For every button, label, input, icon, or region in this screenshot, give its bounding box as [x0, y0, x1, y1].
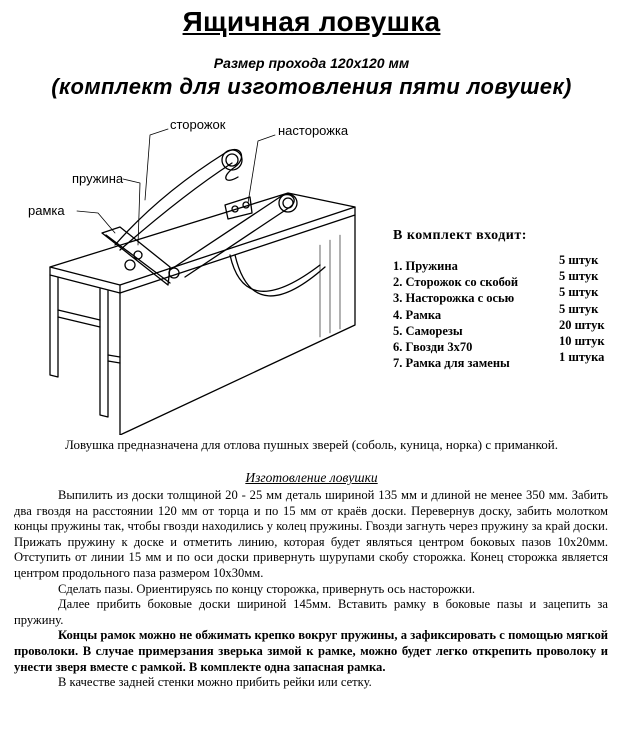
section-title: Изготовление ловушки — [245, 470, 378, 485]
instructions — [14, 488, 608, 691]
passage-size: Размер прохода 120х120 мм — [213, 55, 410, 71]
contents-item — [393, 350, 613, 371]
label-pruzhina: пружина — [72, 171, 124, 186]
label-nastorozhka: насторожка — [278, 123, 349, 138]
item-name: 7. Рамка для замены — [393, 356, 510, 371]
item-qty: 5 штук — [559, 301, 599, 316]
item-name: 1. Пружина — [393, 259, 458, 273]
page-title: Ящичная ловушка — [182, 6, 441, 37]
item-name: 4. Рамка — [393, 307, 442, 322]
contents-list — [393, 253, 613, 371]
label-storozhok: сторожок — [170, 117, 226, 132]
purpose-text: Ловушка предназначена для отлова пушных зверей (соболь, куница, норка) с приманкой. — [64, 437, 559, 452]
box-left-leg — [50, 275, 58, 377]
box-front-edge — [50, 267, 120, 293]
item-name: 3. Насторожка с осью — [393, 291, 515, 306]
item-qty: 5 штук — [559, 253, 599, 267]
item-name: 6. Гвозди 3х70 — [393, 339, 473, 354]
item-qty: 1 штука — [559, 350, 605, 365]
paragraph: Выпилить из доски толщиной 20 - 25 мм деталь шириной 135 мм и длиной не менее 350 мм. Забить два гвоздя на расстоянии 120 мм от торца и по 15 мм от краёв доски. Перевернув доску, забить молотком концы пружины так, чтобы гвозди находились у колец пружины. Гвозди загнуть через пружину за край доски. Прижать пружину к доске и отметить линию, которая будет являться центром боковых пазов 10х20мм. Отступить от линии 15 мм и по оси доски привернуть шурупами скобу сторожка. Конец сторожка является центром продольного паза размером 10х30мм. — [14, 488, 608, 580]
box-top — [50, 193, 355, 285]
item-name: 2. Сторожок со скобой — [393, 275, 519, 290]
item-name: 5. Саморезы — [393, 323, 463, 338]
item-qty: 10 штук — [559, 333, 605, 348]
contents-heading: В комплект входит: — [393, 228, 527, 243]
label-ramka: рамка — [28, 203, 65, 218]
item-qty: 5 штук — [559, 269, 599, 284]
paragraph: В качестве задней стенки можно прибить рейки или сетку. — [58, 675, 372, 690]
item-qty: 20 штук — [559, 317, 605, 332]
paragraph-bold: Концы рамок можно не обжимать крепко вокруг пружины, а зафиксировать с помощью мягкой проволоки. В случае примерзания зверька зимой к рамке, можно будет легко открепить проволоку и унести зверя вместе с рамкой. В комплекте одна запасная рамка. — [14, 628, 608, 674]
paragraph: Далее прибить боковые доски шириной 145мм. Вставить рамку в боковые пазы и зацепить за пружину. — [14, 597, 608, 627]
kit-note: (комплект для изготовления пяти ловушек) — [51, 74, 572, 99]
item-qty: 5 штук — [559, 285, 599, 300]
trap-drawing — [20, 105, 390, 435]
paragraph: Сделать пазы. Ориентируясь по концу сторожка, привернуть ось насторожки. — [58, 581, 476, 596]
